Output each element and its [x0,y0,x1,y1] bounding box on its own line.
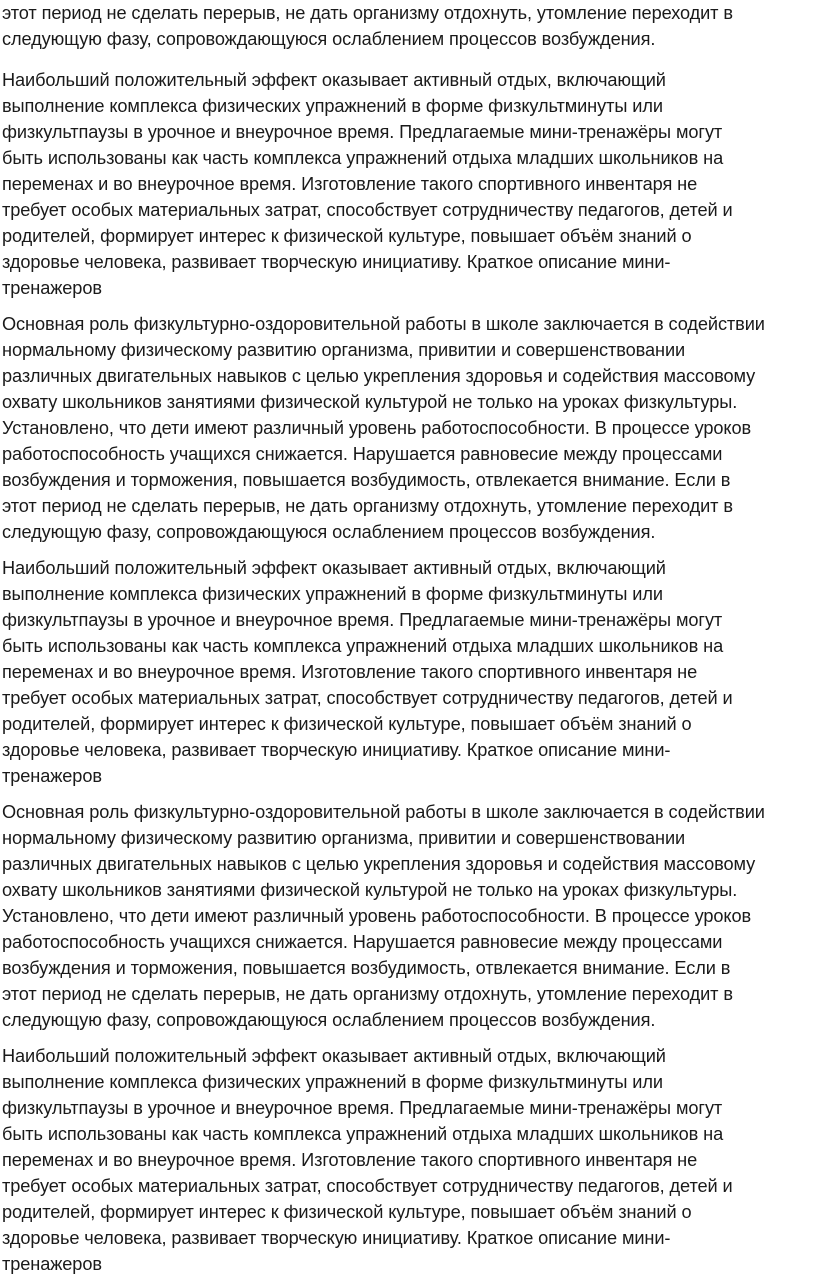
paragraph-line: быть использованы как часть комплекса упражнений отдыха младших школьников на [2,1124,724,1144]
paragraph-line: этот период не сделать перерыв, не дать организму отдохнуть, утомление переходит в [2,3,733,23]
paragraph-line: выполнение комплекса физических упражнений в форме физкультминуты или [2,584,663,604]
paragraph-line: физкультпаузы в урочное и внеурочное время. Предлагаемые мини-тренажёры могут [2,610,723,630]
paragraph-line: родителей, формирует интерес к физической культуре, повышает объём знаний о [2,1202,692,1222]
paragraph-line: охвату школьников занятиями физической культурой не только на уроках физкультуры. [2,880,738,900]
paragraph-line: выполнение комплекса физических упражнений в форме физкультминуты или [2,1072,663,1092]
paragraph-line: быть использованы как часть комплекса упражнений отдыха младших школьников на [2,148,724,168]
paragraph-line: различных двигательных навыков с целью укрепления здоровья и содействия массовому [2,854,756,874]
paragraph-line: Основная роль физкультурно-оздоровительной работы в школе заключается в содействии [2,314,765,334]
paragraph-line: Наибольший положительный эффект оказывает активный отдых, включающий [2,70,666,90]
paragraph-line: быть использованы как часть комплекса упражнений отдыха младших школьников на [2,636,724,656]
paragraph-line: требует особых материальных затрат, способствует сотрудничеству педагогов, детей и [2,1176,733,1196]
paragraph-line: выполнение комплекса физических упражнений в форме физкультминуты или [2,96,663,116]
paragraph-line: охвату школьников занятиями физической культурой не только на уроках физкультуры. [2,392,738,412]
paragraph-line: физкультпаузы в урочное и внеурочное время. Предлагаемые мини-тренажёры могут [2,1098,723,1118]
paragraph-line: Наибольший положительный эффект оказывает активный отдых, включающий [2,558,666,578]
paragraph-line: родителей, формирует интерес к физической культуре, повышает объём знаний о [2,714,692,734]
paragraph-line: нормальному физическому развитию организма, привитии и совершенствовании [2,340,686,360]
paragraph-line: этот период не сделать перерыв, не дать организму отдохнуть, утомление переходит в [2,984,733,1004]
paragraph-line: переменах и во внеурочное время. Изготовление такого спортивного инвентаря не [2,662,698,682]
paragraph-line: этот период не сделать перерыв, не дать организму отдохнуть, утомление переходит в [2,496,733,516]
paragraph-line: здоровье человека, развивает творческую инициативу. Краткое описание мини- [2,1228,671,1248]
paragraph-line: Установлено, что дети имеют различный уровень работоспособности. В процессе уроков [2,906,752,926]
paragraph-line: следующую фазу, сопровождающуюся ослаблением процессов возбуждения. [2,29,656,49]
paragraph-line: следующую фазу, сопровождающуюся ослаблением процессов возбуждения. [2,1010,656,1030]
paragraph-line: физкультпаузы в урочное и внеурочное время. Предлагаемые мини-тренажёры могут [2,122,723,142]
paragraph-line: тренажеров [2,1254,102,1274]
paragraph-line: здоровье человека, развивает творческую инициативу. Краткое описание мини- [2,252,671,272]
paragraph-line: тренажеров [2,766,102,786]
paragraph-line: следующую фазу, сопровождающуюся ослаблением процессов возбуждения. [2,522,656,542]
paragraph-line: здоровье человека, развивает творческую инициативу. Краткое описание мини- [2,740,671,760]
paragraph-line: возбуждения и торможения, повышается возбудимость, отвлекается внимание. Если в [2,470,731,490]
paragraph-line: Установлено, что дети имеют различный уровень работоспособности. В процессе уроков [2,418,752,438]
paragraph-line: требует особых материальных затрат, способствует сотрудничеству педагогов, детей и [2,200,733,220]
paragraph-line: родителей, формирует интерес к физической культуре, повышает объём знаний о [2,226,692,246]
paragraph-line: Основная роль физкультурно-оздоровительной работы в школе заключается в содействии [2,802,765,822]
paragraph-line: работоспособность учащихся снижается. Нарушается равновесие между процессами [2,444,723,464]
paragraph-line: работоспособность учащихся снижается. Нарушается равновесие между процессами [2,932,723,952]
paragraph-line: возбуждения и торможения, повышается возбудимость, отвлекается внимание. Если в [2,958,731,978]
paragraph-line: нормальному физическому развитию организма, привитии и совершенствовании [2,828,686,848]
paragraph-line: переменах и во внеурочное время. Изготовление такого спортивного инвентаря не [2,1150,698,1170]
paragraph-line: Наибольший положительный эффект оказывает активный отдых, включающий [2,1046,666,1066]
paragraph-line: различных двигательных навыков с целью укрепления здоровья и содействия массовому [2,366,756,386]
paragraph-line: требует особых материальных затрат, способствует сотрудничеству педагогов, детей и [2,688,733,708]
paragraph-line: переменах и во внеурочное время. Изготовление такого спортивного инвентаря не [2,174,698,194]
paragraph-line: тренажеров [2,278,102,298]
